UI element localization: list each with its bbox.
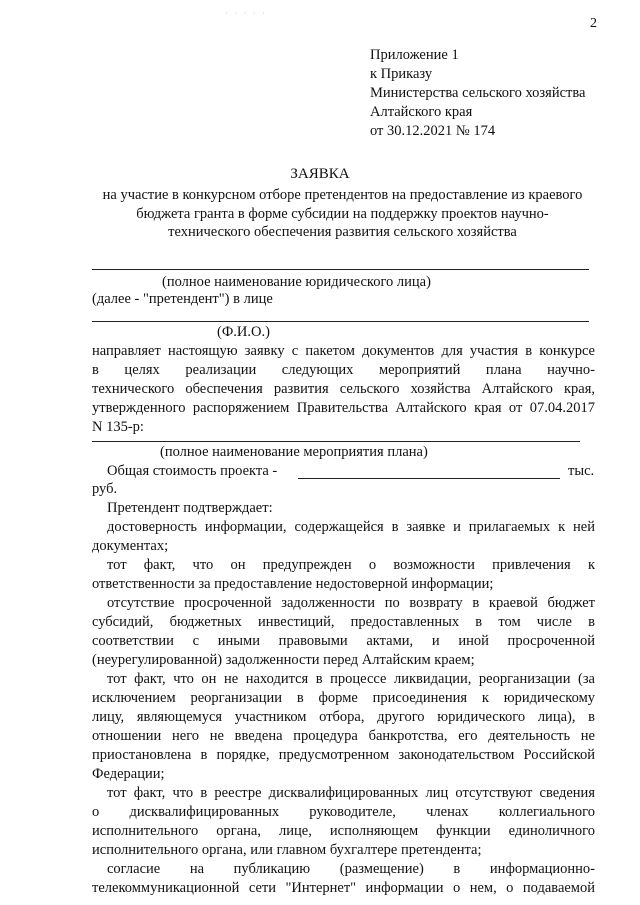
appendix-line: от 30.12.2021 № 174 (370, 123, 496, 139)
scan-artifact: · · · · · (225, 8, 267, 18)
measure-line (92, 441, 580, 442)
appendix-line: к Приказу (370, 66, 433, 82)
no-liquidation-line: тот факт, что он не находится в процессе ликвидации, реорганизации (за (107, 671, 595, 687)
no-disqualified-line: исполнительного органа, или главном бухгалтере претендента; (92, 842, 482, 858)
appendix-line: Приложение 1 (370, 47, 459, 63)
no-debt-line: отсутствие просроченной задолженности по возврату в краевой бюджет (107, 595, 595, 611)
confirms-heading: Претендент подтверждает: (107, 500, 273, 516)
no-disqualified-line: о дисквалифицированных руководителе, членах коллегиального (92, 804, 595, 820)
warned-line: тот факт, что он предупрежден о возможности привлечения к (107, 557, 595, 573)
warned-line: ответственности за предоставление недостоверной информации; (92, 576, 494, 592)
document-title: ЗАЯВКА (290, 166, 350, 182)
cost-unit: тыс. (568, 463, 595, 479)
document-subtitle (90, 186, 595, 242)
subtitle-line: технического обеспечения развития сельского хозяйства (168, 224, 517, 240)
consent-line: телекоммуникационной сети "Интернет" информации о нем, о подаваемой (92, 880, 595, 896)
hereinafter-text: (далее - "претендент") в лице (92, 291, 273, 307)
appendix-line: Алтайского края (370, 104, 473, 120)
fio-caption: (Ф.И.О.) (217, 324, 270, 340)
no-debt-line: субсидий, бюджетных инвестиций, предоставленных в том числе в (92, 614, 595, 630)
directs-line: направляет настоящую заявку с пакетом документов для участия в конкурсе (92, 343, 595, 359)
directs-line: технического обеспечения развития сельского хозяйства Алтайского края, (92, 381, 595, 397)
cost-unit-end: руб. (92, 481, 118, 497)
no-disqualified-line: исполнительного органа, лице, исполняющем функции единоличного (92, 823, 595, 839)
consent-line: согласие на публикацию (размещение) в информационно- (107, 861, 595, 877)
cost-field-line (298, 478, 560, 479)
no-debt-line: (неурегулированной) задолженности перед Алтайским краем; (92, 652, 475, 668)
measure-caption: (полное наименование мероприятия плана) (160, 444, 428, 460)
directs-line: в целях реализации следующих мероприятий плана научно- (92, 362, 595, 378)
page-number: 2 (590, 16, 597, 31)
no-liquidation-line: Федерации; (92, 766, 165, 782)
no-debt-line: соответствии с иными правовыми актами, и иной просроченной (92, 633, 595, 649)
reliability-line: достоверность информации, содержащейся в заявке и прилагаемых к ней (107, 519, 595, 535)
no-liquidation-line: приостановлена в порядке, предусмотренном законодательством Российской (92, 747, 595, 763)
cost-label: Общая стоимость проекта - (107, 463, 278, 479)
no-liquidation-line: исключением реорганизации в форме присоединения к юридическому (92, 690, 595, 706)
org-name-line (92, 269, 589, 270)
no-disqualified-line: тот факт, что в реестре дисквалифицированных лиц отсутствуют сведения (107, 785, 595, 801)
subtitle-line: на участие в конкурсном отборе претендентов на предоставление из краевого (102, 187, 583, 203)
no-liquidation-line: лицу, являющемуся участником отбора, другого юридического лица), в (92, 709, 595, 725)
reliability-line: документах; (92, 538, 169, 554)
appendix-block (370, 46, 585, 141)
directs-line: N 135-р: (92, 419, 144, 435)
org-name-caption: (полное наименование юридического лица) (162, 274, 431, 290)
subtitle-line: бюджета гранта в форме субсидии на поддержку проектов научно- (136, 205, 549, 222)
directs-line: утвержденного распоряжением Правительства Алтайского края от 07.04.2017 (92, 400, 595, 416)
fio-line (92, 321, 589, 322)
appendix-line: Министерства сельского хозяйства (370, 85, 586, 101)
no-liquidation-line: отношении него не введена процедура банкротства, его деятельность не (92, 728, 595, 744)
